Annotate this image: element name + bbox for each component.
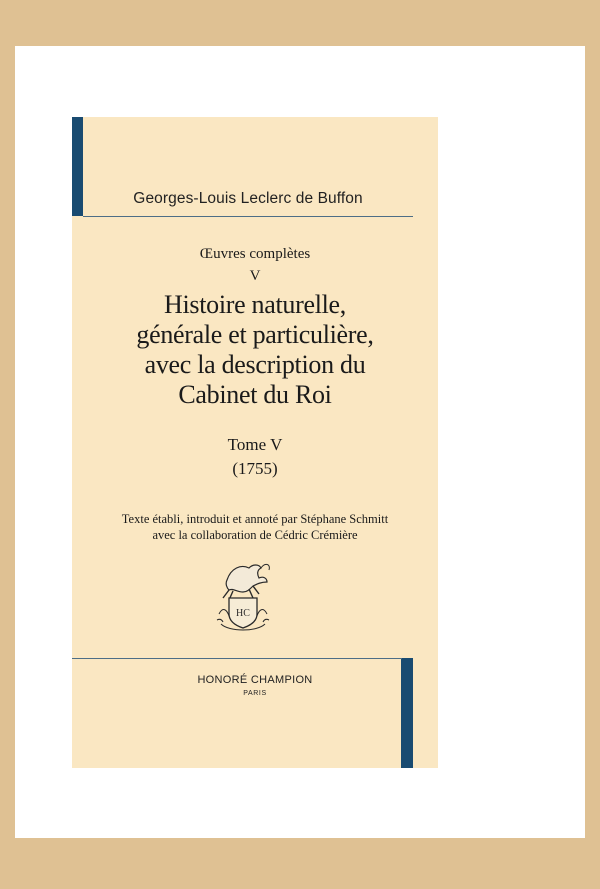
series-title: Œuvres complètes xyxy=(199,246,311,262)
book-author: Georges-Louis Leclerc de Buffon xyxy=(133,190,363,207)
publisher-horse-emblem-icon xyxy=(205,558,281,634)
credits-line: avec la collaboration de Cédric Crémière xyxy=(152,528,358,542)
publisher-name: HONORÉ CHAMPION xyxy=(197,674,313,686)
rule-above-publisher xyxy=(72,658,402,659)
book-year: (1755) xyxy=(232,459,278,478)
rule-under-author xyxy=(83,216,413,217)
book-title-line: avec la description du xyxy=(144,350,366,379)
cover-accent-bar-top xyxy=(72,117,83,216)
book-credits xyxy=(72,511,438,543)
emblem-monogram: HC xyxy=(236,608,250,619)
publisher-place: PARIS xyxy=(243,690,267,697)
book-title-line: Histoire naturelle, xyxy=(163,290,346,319)
book-title xyxy=(72,290,438,410)
book-tome: Tome V xyxy=(227,435,283,454)
credits-line: Texte établi, introduit et annoté par Stéphane Schmitt xyxy=(121,512,389,526)
series-volume: V xyxy=(249,268,261,284)
book-title-line: Cabinet du Roi xyxy=(178,380,332,409)
book-title-line: générale et particulière, xyxy=(136,320,374,349)
